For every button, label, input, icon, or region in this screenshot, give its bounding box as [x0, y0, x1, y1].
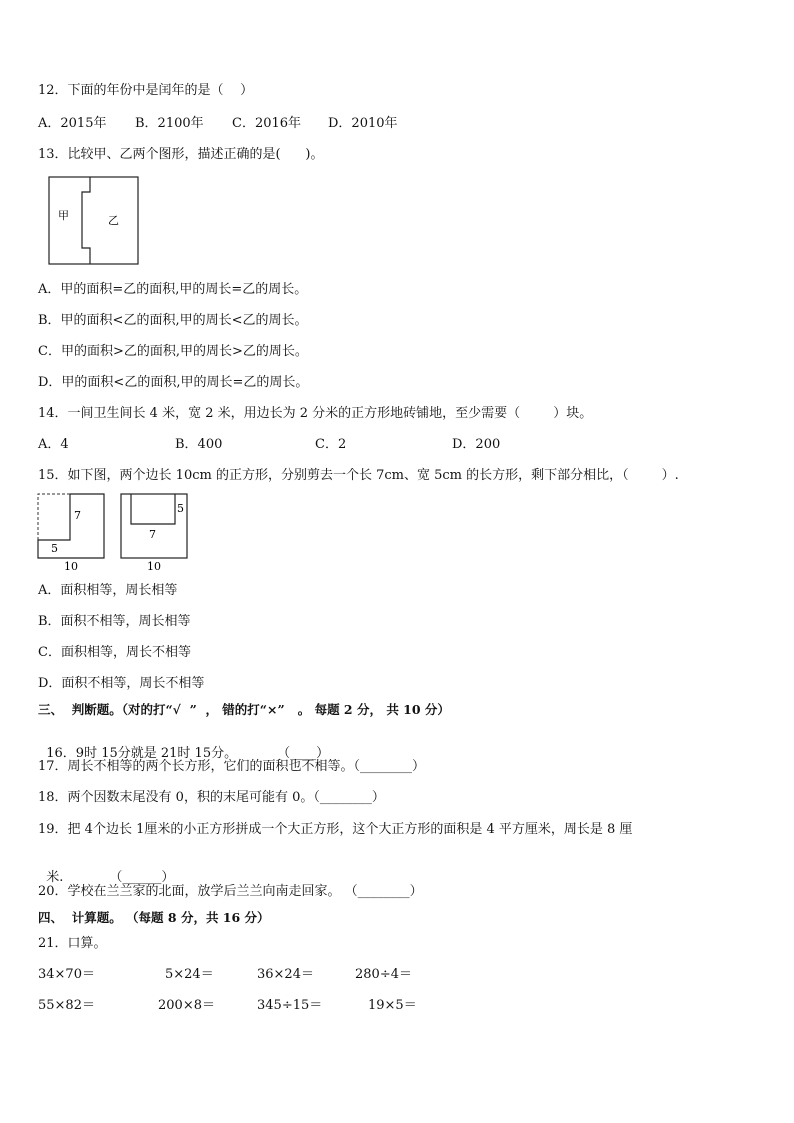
q13-label-yi: 乙 — [108, 214, 119, 227]
calc-item: 345÷15＝ — [257, 998, 323, 1013]
q19-cont-text: 米. — [46, 870, 64, 885]
q15-fig1-label-7: 7 — [74, 509, 81, 522]
q13-option-a: A．甲的面积=乙的面积,甲的周长=乙的周长。 — [38, 282, 308, 297]
q13-label-jia: 甲 — [58, 209, 69, 222]
q15-fig1-label-10: 10 — [64, 560, 78, 573]
question-21-stem: 21．口算。 — [38, 936, 107, 951]
question-13-stem: 13．比较甲、乙两个图形，描述正确的是( )。 — [38, 147, 324, 162]
q13-option-b: B．甲的面积<乙的面积,甲的周长<乙的周长。 — [38, 313, 308, 328]
calc-item: 36×24＝ — [257, 967, 314, 982]
q12-option-c: C．2016年 — [232, 116, 302, 131]
q19-blank: （______） — [109, 870, 175, 885]
q13-divider-line — [82, 177, 90, 264]
q14-option-c: C．2 — [315, 437, 347, 452]
q15-fig2-label-7: 7 — [149, 528, 156, 541]
question-17-stem: 17．周长不相等的两个长方形，它们的面积也不相等。（________） — [38, 759, 426, 774]
q13-option-c: C．甲的面积>乙的面积,甲的周长>乙的周长。 — [38, 344, 308, 359]
question-12-stem: 12．下面的年份中是闰年的是（ ） — [38, 83, 254, 98]
q14-option-d: D．200 — [452, 437, 501, 452]
q15-fig1-label-5: 5 — [51, 542, 58, 555]
question-20-stem: 20．学校在兰兰家的北面，放学后兰兰向南走回家。 （________） — [38, 884, 423, 899]
q15-fig2-label-10: 10 — [147, 560, 161, 573]
q15-option-d: D．面积不相等，周长不相等 — [38, 676, 205, 691]
q15-figure-2 — [119, 492, 191, 578]
q12-option-a: A．2015年 — [38, 116, 107, 131]
calc-item: 55×82＝ — [38, 998, 95, 1013]
q13-figure — [48, 176, 140, 270]
q15-option-c: C．面积相等，周长不相等 — [38, 645, 191, 660]
question-18-stem: 18．两个因数末尾没有 0，积的末尾可能有 0。（________） — [38, 790, 385, 805]
q12-option-d: D．2010年 — [328, 116, 398, 131]
q16-text: 16．9时 15分就是 21时 15分。 — [46, 746, 238, 761]
calc-item: 280÷4＝ — [355, 967, 412, 982]
q12-option-b: B．2100年 — [135, 116, 204, 131]
q15-option-b: B．面积不相等，周长相等 — [38, 614, 191, 629]
question-14-stem: 14．一间卫生间长 4 米，宽 2 米，用边长为 2 分米的正方形地砖铺地，至少需要（ ）块。 — [38, 406, 593, 421]
calc-item: 34×70＝ — [38, 967, 95, 982]
question-15-stem: 15．如下图，两个边长 10cm 的正方形，分别剪去一个长 7cm、宽 5cm 的长方形，剩下部分相比，（ ）. — [38, 468, 679, 483]
q16-blank: （____） — [277, 746, 330, 761]
question-19-continuation — [38, 851, 174, 887]
calc-item: 19×5＝ — [368, 998, 417, 1013]
q15-figure-1 — [36, 492, 108, 578]
q15-option-a: A．面积相等，周长相等 — [38, 583, 178, 598]
q14-option-b: B．400 — [175, 437, 223, 452]
calc-item: 5×24＝ — [165, 967, 214, 982]
q13-option-d: D．甲的面积<乙的面积,甲的周长=乙的周长。 — [38, 375, 309, 390]
section-3-title: 三、 判断题。（对的打“√ ” ， 错的打“×” 。 每题 2 分， 共 10 分） — [38, 702, 450, 717]
q14-option-a: A．4 — [38, 437, 69, 452]
calc-item: 200×8＝ — [158, 998, 215, 1013]
q15-fig2-label-5: 5 — [177, 502, 184, 515]
section-4-title: 四、 计算题。 （每题 8 分，共 16 分） — [38, 910, 270, 925]
question-19-stem: 19．把 4个边长 1厘米的小正方形拼成一个大正方形，这个大正方形的面积是 4 平方厘米，周长是 8 厘 — [38, 822, 633, 837]
